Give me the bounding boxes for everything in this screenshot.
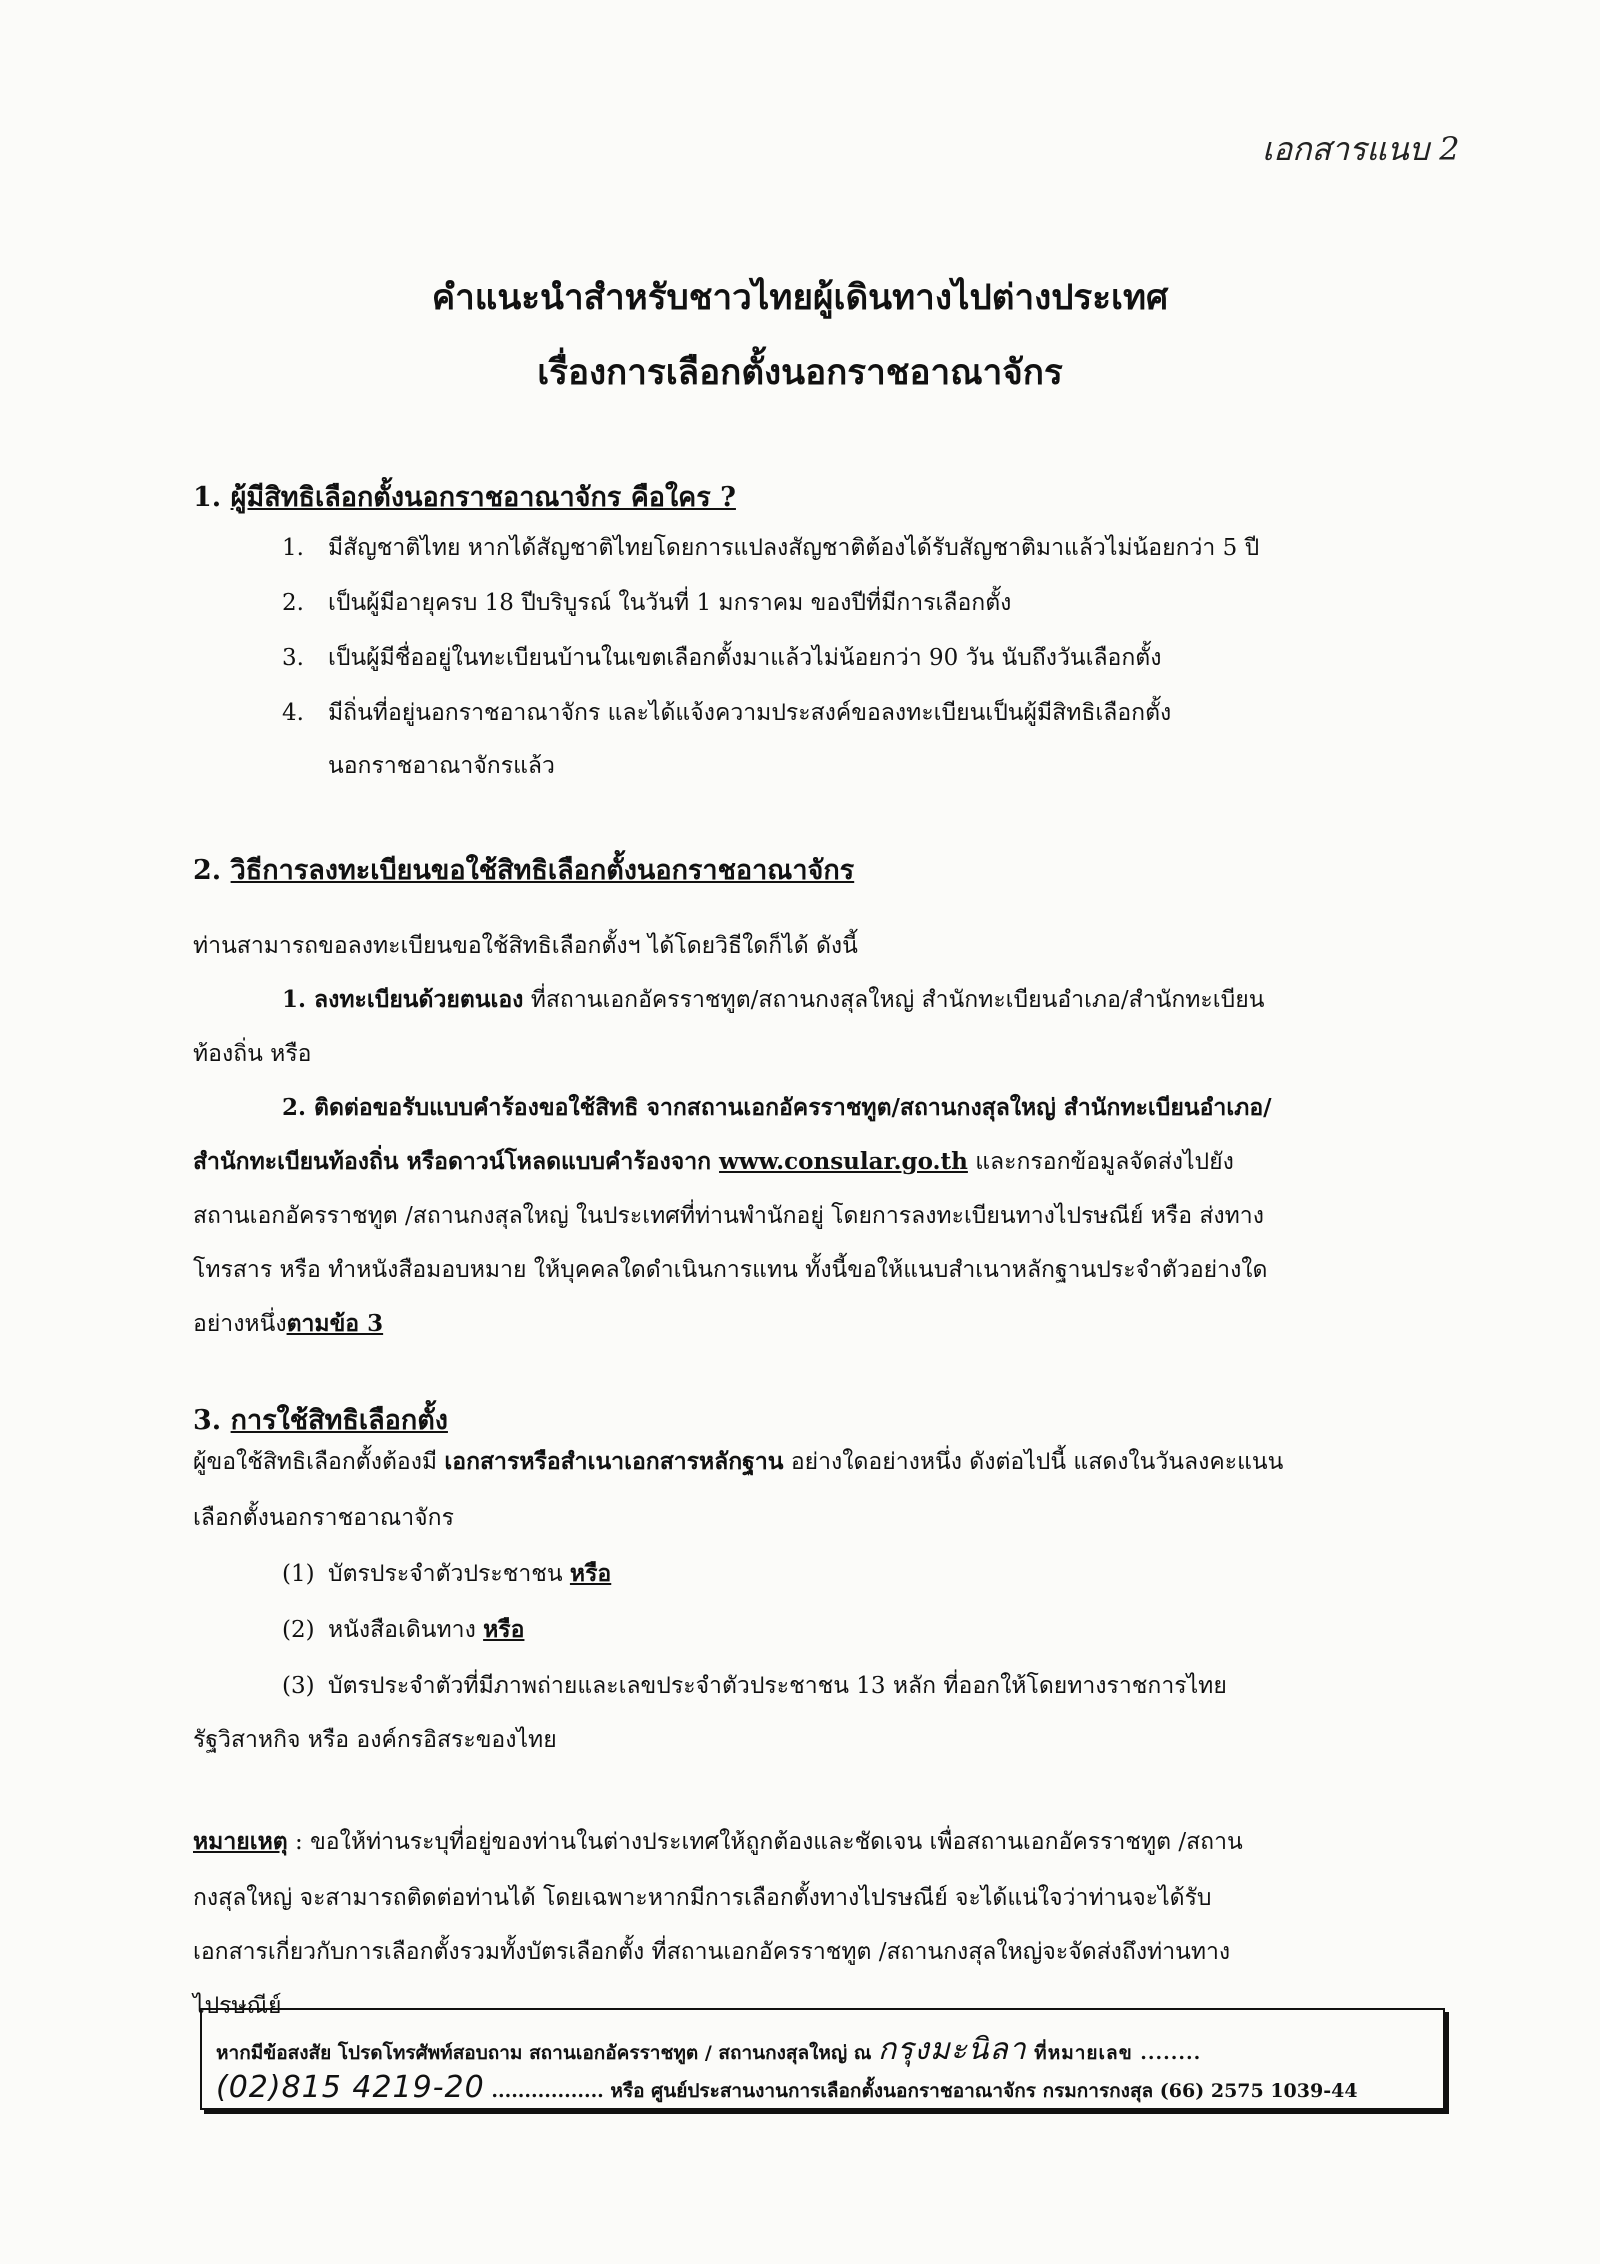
note-line1	[193, 1824, 1243, 1860]
s3-item-3	[282, 1668, 1227, 1704]
section3-number: 3.	[193, 1405, 222, 1436]
s3-item-3-number: (3)	[282, 1673, 315, 1699]
section2-title: วิธีการลงทะเบียนขอใช้สิทธิเลือกตั้งนอกราชอาณาจักร	[230, 855, 855, 886]
s3-intro-c: อย่างใดอย่างหนึ่ง ดังต่อไปนี้ แสดงในวันลงคะแนน	[783, 1449, 1284, 1475]
note-line3: เอกสารเกี่ยวกับการเลือกตั้งรวมทั้งบัตรเลือกตั้ง ที่สถานเอกอัครราชทูต /สถานกงสุลใหญ่จะจัดส่งถึงท่านทาง	[193, 1939, 1231, 1965]
s2-method-1	[282, 982, 1264, 1018]
s2-method-2-line3: สถานเอกอัครราชทูต /สถานกงสุลใหญ่ ในประเทศที่ท่านพำนักอยู่ โดยการลงทะเบียนทางไปรษณีย์ หรือ ส่งทาง	[193, 1203, 1264, 1229]
s2-method-2-line4: โทรสาร หรือ ทำหนังสือมอบหมาย ให้บุคคลใดดำเนินการแทน ทั้งนี้ขอให้แนบสำเนาหลักฐานประจำตัวอย่างใด	[193, 1257, 1268, 1283]
s2-method-1-text: ที่สถานเอกอัครราชทูต/สถานกงสุลใหญ่ สำนักทะเบียนอำเภอ/สำนักทะเบียน	[523, 987, 1265, 1013]
contact-box-row2-text: ................. หรือ ศูนย์ประสานงานการเลือกตั้งนอกราชอาณาจักร กรมการกงสุล (66) 2575 1039-44	[484, 2080, 1358, 2102]
s2-method-1-continued: ท้องถิ่น หรือ	[193, 1041, 312, 1067]
s3-item-3-continued: รัฐวิสาหกิจ หรือ องค์กรอิสระของไทย	[193, 1727, 557, 1753]
s3-intro-b: เอกสารหรือสำเนาเอกสารหลักฐาน	[444, 1448, 784, 1475]
document-tag: เอกสารแนบ 2	[1262, 130, 1460, 168]
s1-item-1-text: มีสัญชาติไทย หากได้สัญชาติไทยโดยการแปลงสัญชาติต้องได้รับสัญชาติมาแล้วไม่น้อยกว่า 5 ปี	[328, 535, 1260, 561]
s3-intro	[193, 1444, 1283, 1480]
section1-title: ผู้มีสิทธิเลือกตั้งนอกราชอาณาจักร คือใคร ?	[230, 482, 736, 513]
s3-item-2-text: หนังสือเดินทาง	[328, 1617, 484, 1643]
s2-method-2	[282, 1090, 1272, 1126]
section1-heading	[193, 475, 736, 518]
note-colon: :	[287, 1829, 311, 1855]
contact-box-row1-number-label: ที่หมายเลข ........	[1026, 2042, 1202, 2064]
section1-number: 1.	[193, 482, 222, 513]
contact-box-row1	[216, 2026, 1201, 2073]
s3-item-1	[282, 1556, 611, 1592]
s2-method-2-line2-b: และกรอกข้อมูลจัดส่งไปยัง	[967, 1149, 1234, 1175]
s2-method-2-line5	[193, 1306, 383, 1342]
s1-item-4-text: มีถิ่นที่อยู่นอกราชอาณาจักร และได้แจ้งความประสงค์ขอลงทะเบียนเป็นผู้มีสิทธิเลือกตั้ง	[328, 700, 1172, 726]
handwritten-phone: (02)815 4219-20	[216, 2070, 485, 2105]
contact-box	[200, 2008, 1445, 2110]
page-title-line2: เรื่องการเลือกตั้งนอกราชอาณาจักร	[537, 352, 1063, 393]
s2-ref-item3: ตามข้อ 3	[286, 1310, 384, 1337]
s2-method-1-title: 1. ลงทะเบียนด้วยตนเอง	[282, 986, 524, 1013]
s1-item-2-text: เป็นผู้มีอายุครบ 18 ปีบริบูรณ์ ในวันที่ 1 มกราคม ของปีที่มีการเลือกตั้ง	[328, 590, 1012, 616]
s3-item-1-number: (1)	[282, 1561, 315, 1587]
note-line4: ไปรษณีย์	[193, 1993, 282, 2019]
section2-heading	[193, 848, 854, 891]
s3-item-2	[282, 1612, 524, 1648]
s1-item-3-text: เป็นผู้มีชื่ออยู่ในทะเบียนบ้านในเขตเลือกตั้งมาแล้วไม่น้อยกว่า 90 วัน นับถึงวันเลือกตั้ง	[328, 645, 1162, 671]
s1-item-4-continued: นอกราชอาณาจักรแล้ว	[328, 753, 555, 779]
contact-box-row2	[216, 2070, 1358, 2106]
section3-title: การใช้สิทธิเลือกตั้ง	[230, 1405, 448, 1436]
s3-item-3-text: บัตรประจำตัวที่มีภาพถ่ายและเลขประจำตัวประชาชน 13 หลัก ที่ออกให้โดยทางราชการไทย	[328, 1673, 1227, 1699]
s3-item-1-or: หรือ	[569, 1560, 612, 1587]
s2-intro: ท่านสามารถขอลงทะเบียนขอใช้สิทธิเลือกตั้งฯ ได้โดยวิธีใดก็ได้ ดังนี้	[193, 933, 858, 959]
note-line1-text: ขอให้ท่านระบุที่อยู่ของท่านในต่างประเทศให้ถูกต้องและชัดเจน เพื่อสถานเอกอัครราชทูต /สถาน	[310, 1829, 1243, 1855]
s2-method-2-title: 2. ติดต่อขอรับแบบคำร้องขอใช้สิทธิ	[282, 1094, 639, 1121]
s3-item-2-number: (2)	[282, 1617, 315, 1643]
s1-item-2	[282, 585, 1011, 621]
s3-item-2-or: หรือ	[483, 1616, 525, 1643]
s2-method-2-line2	[193, 1144, 1234, 1180]
note-label: หมายเหตุ	[193, 1828, 288, 1855]
s1-item-4	[282, 695, 1171, 731]
s1-item-1-number: 1.	[282, 535, 304, 561]
page-title-line1: คำแนะนำสำหรับชาวไทยผู้เดินทางไปต่างประเทศ	[431, 277, 1169, 318]
consular-website-link[interactable]: www.consular.go.th	[719, 1148, 968, 1175]
contact-box-row1-text: หากมีข้อสงสัย โปรดโทรศัพท์สอบถาม สถานเอกอัครราชทูต / สถานกงสุลใหญ่ ณ	[216, 2042, 878, 2064]
s2-method-2-text: จากสถานเอกอัครราชทูต/สถานกงสุลใหญ่ สำนักทะเบียนอำเภอ/	[638, 1094, 1272, 1121]
s3-item-1-text: บัตรประจำตัวประชาชน	[328, 1561, 570, 1587]
s2-method-2-line5-a: อย่างหนึ่ง	[193, 1311, 287, 1337]
section3-heading	[193, 1398, 448, 1441]
section2-number: 2.	[193, 855, 222, 886]
s2-method-2-line2-a: สำนักทะเบียนท้องถิ่น หรือดาวน์โหลดแบบคำร้องจาก	[193, 1148, 720, 1175]
s3-intro-a: ผู้ขอใช้สิทธิเลือกตั้งต้องมี	[193, 1449, 445, 1475]
s1-item-2-number: 2.	[282, 590, 304, 616]
note-line2: กงสุลใหญ่ จะสามารถติดต่อท่านได้ โดยเฉพาะหากมีการเลือกตั้งทางไปรษณีย์ จะได้แน่ใจว่าท่านจะได้รับ	[193, 1885, 1212, 1911]
s3-intro-continued: เลือกตั้งนอกราชอาณาจักร	[193, 1505, 454, 1531]
handwritten-city: กรุงมะนิลา	[878, 2032, 1027, 2067]
s1-item-3-number: 3.	[282, 645, 304, 671]
s1-item-1	[282, 530, 1259, 566]
s1-item-4-number: 4.	[282, 700, 304, 726]
s1-item-3	[282, 640, 1161, 676]
